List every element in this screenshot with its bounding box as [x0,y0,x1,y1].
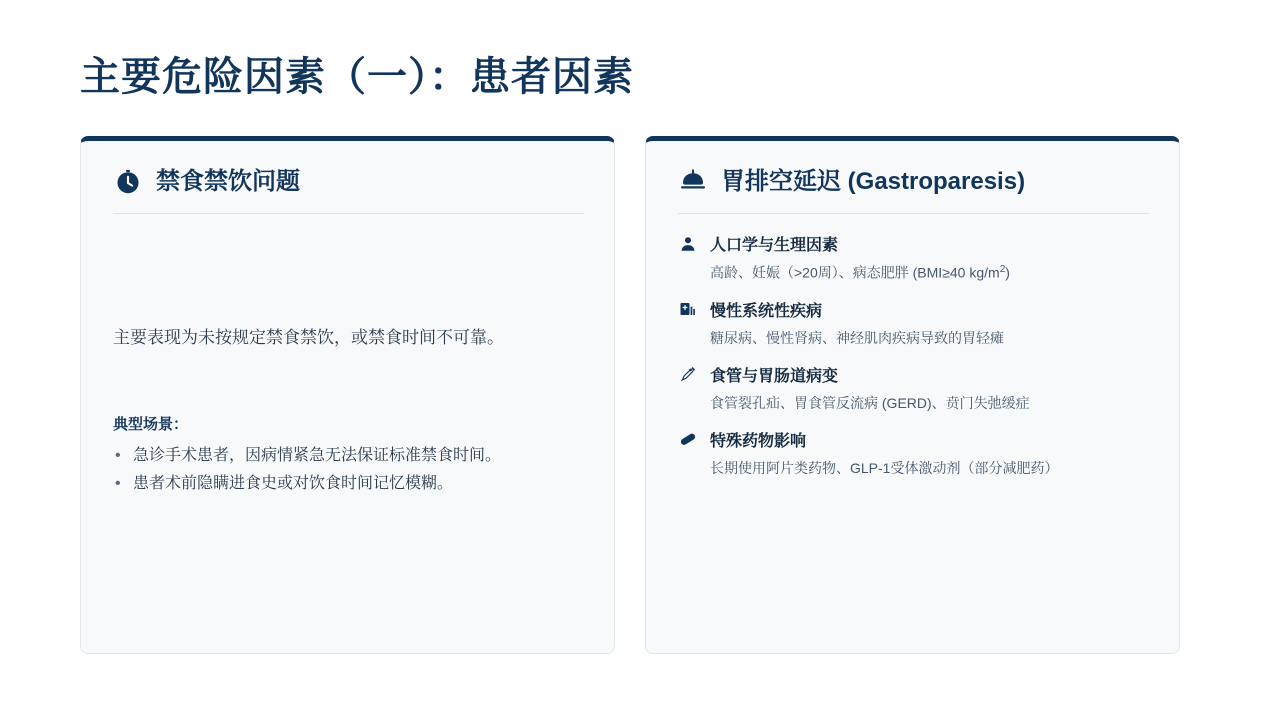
item-description: 糖尿病、慢性肾病、神经肌肉疾病导致的胃轻瘫 [710,329,1004,346]
clock-icon [113,167,143,197]
list-item [678,363,1149,414]
scenario-label: 典型场景： [113,415,189,433]
item-title: 特殊药物影响 [710,432,807,450]
divider [678,213,1149,214]
item-title: 食管与胃肠道病变 [710,367,839,385]
item-description: 长期使用阿片类药物、GLP-1受体激动剂（部分减肥药） [710,459,1059,476]
card-body [113,232,584,498]
card-gastroparesis [645,136,1180,654]
list-item: • 患者术前隐瞒进食史或对饮食时间记忆模糊。 [113,470,584,498]
item-description: 食管裂孔疝、胃食管反流病 (GERD)、贲门失弛缓症 [710,394,1030,411]
list-item [678,298,1149,349]
endoscope-icon [678,364,698,384]
item-description-sup: 2 [999,264,1006,275]
list-item [678,232,1149,284]
item-description-tail: ) [1005,264,1010,281]
item-header [678,363,1149,386]
person-icon [678,234,698,254]
scenario-block [113,413,584,498]
risk-factor-list [678,232,1149,479]
list-item: • 急诊手术患者，因病情紧急无法保证标准禁食时间。 [113,442,584,470]
item-description [710,262,1149,284]
lead-text: 主要表现为未按规定禁食禁饮，或禁食时间不可靠。 [113,328,504,347]
scenario-list [113,442,584,498]
card-container [80,136,1200,654]
item-header [678,428,1149,451]
card-header [113,167,584,213]
medical-chart-icon [678,299,698,319]
item-header [678,232,1149,255]
list-item [678,428,1149,479]
card-fasting [80,136,615,654]
item-title: 人口学与生理因素 [710,237,839,254]
pill-icon [678,429,698,449]
card-title: 胃排空延迟 (Gastroparesis) [721,167,1026,195]
card-title: 禁食禁饮问题 [156,167,300,195]
divider [113,213,584,214]
item-description-text: 高龄、妊娠（>20周）、病态肥胖 (BMI≥40 kg/m [710,264,1000,281]
item-title: 慢性系统性疾病 [710,302,823,320]
item-header [678,298,1149,321]
card-header [678,167,1149,213]
stomach-icon [678,167,708,197]
page-title: 主要危险因素（一）：患者因素 [80,55,634,99]
